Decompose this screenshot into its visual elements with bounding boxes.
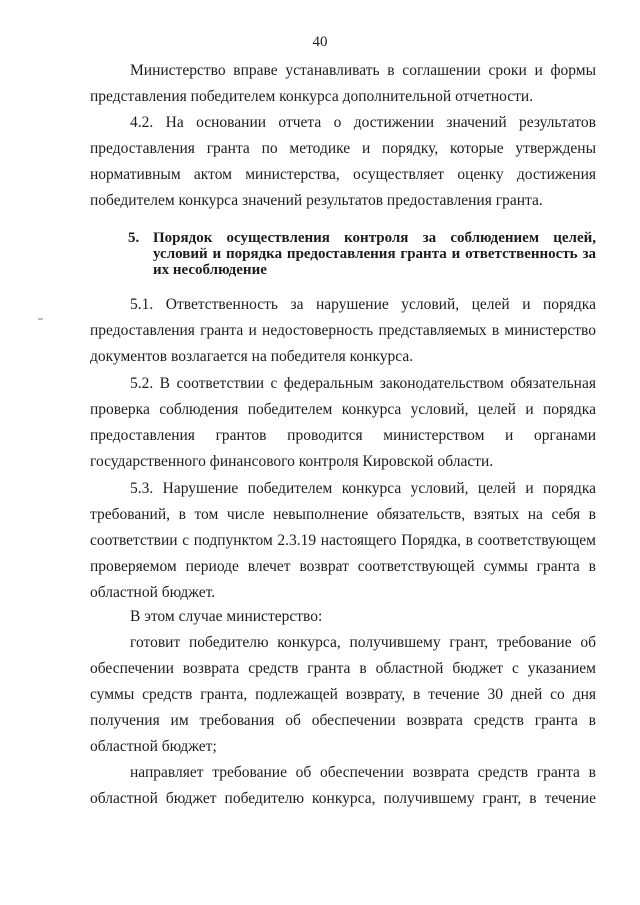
section-number: 5. [128,230,140,246]
paragraph-5-3 [90,476,596,606]
paragraph-text: направляет требование об обеспечении возврата средств гранта в областной бюджет победителю конкурса, получившему грант, в течение [90,764,596,807]
paragraph-continuation [90,58,596,110]
section-title: Порядок осуществления контроля за соблюдением целей, условий и порядка предоставления гранта и ответственность за их несоблюдение [153,230,596,278]
paragraph-text: В этом случае министерство: [130,608,323,625]
page-number: 40 [312,34,328,50]
paragraph-text: 4.2. На основании отчета о достижении значений результатов предоставления гранта по методике и порядку, которые утверждены нормативным актом министерства, осуществляет оценку достижения победителем конкурса значений результатов предоставления гранта. [90,114,596,209]
paragraph-5-2 [90,371,596,475]
paragraph-case [90,604,596,630]
scan-artifact [38,318,43,320]
paragraph-text: 5.1. Ответственность за нарушение условий, целей и порядка предоставления гранта и недостоверность представляемых в министерство документов возлагается на победителя конкурса. [90,296,596,365]
paragraph-sends [90,760,596,812]
section-5-heading [128,230,596,278]
paragraph-text: 5.2. В соответствии с федеральным законодательством обязательная проверка соблюдения победителем конкурса условий, целей и порядка предоставления грантов проводится министерством и органами государственного финансового контроля Кировской области. [90,375,596,470]
paragraph-text: 5.3. Нарушение победителем конкурса условий, целей и порядка требований, в том числе невыполнение обязательств, взятых на себя в соответствии с подпунктом 2.3.19 настоящего Порядка, в соответствующем проверяемом периоде влечет возврат соответствующей суммы гранта в областной бюджет. [90,480,596,601]
paragraph-5-1 [90,292,596,370]
paragraph-4-2 [90,110,596,214]
paragraph-text: готовит победителю конкурса, получившему грант, требование об обеспечении возврата средств гранта в областной бюджет с указанием суммы средств гранта, подлежащей возврату, в течение 30 дней со дня получения им требования об обеспечении возврата средств гранта в областной бюджет; [90,634,596,755]
paragraph-prepares [90,630,596,760]
paragraph-text: Министерство вправе устанавливать в соглашении сроки и формы представления победителем конкурса дополнительной отчетности. [90,62,596,105]
